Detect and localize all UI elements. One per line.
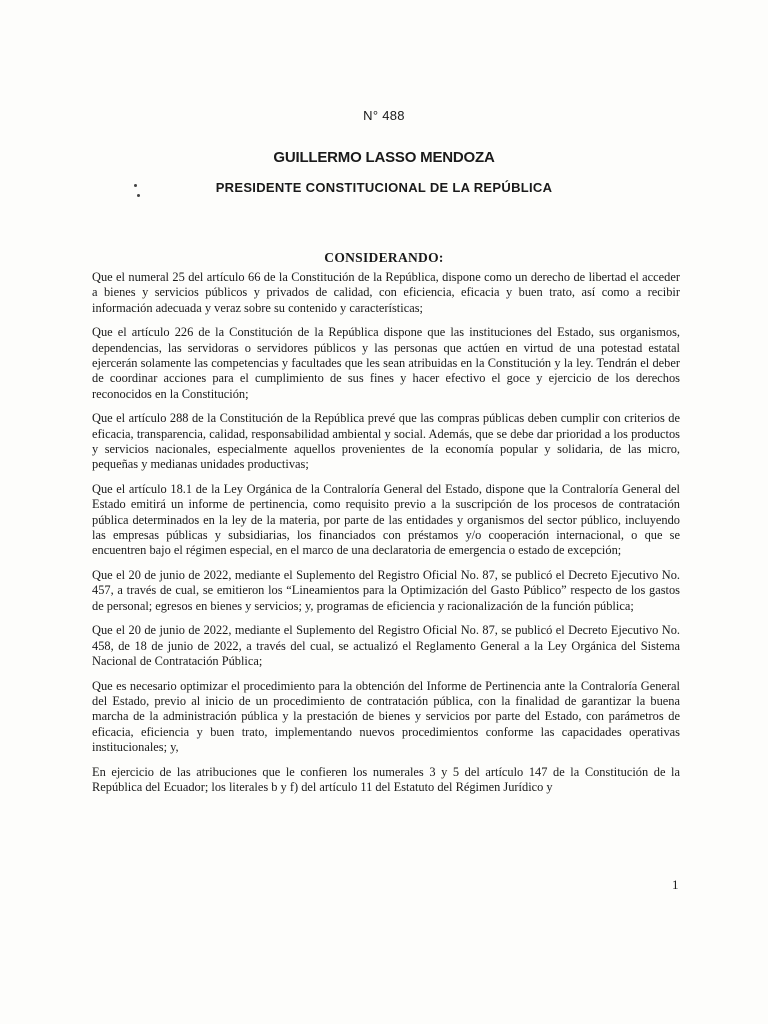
considerando-heading: CONSIDERANDO: xyxy=(324,250,444,265)
president-title: PRESIDENTE CONSTITUCIONAL DE LA REPÚBLICA xyxy=(215,180,553,195)
paragraph: Que el artículo 18.1 de la Ley Orgánica de la Contraloría General del Estado, dispone que la Contraloría General del Estado emitirá un informe de pertinencia, como requisito previo a la suscripción de los procesos de contratación pública determinados en la ley de la materia, por parte de las entidades y organismos del sector público, incluyendo las empresas públicas y subsidiarias, los financiados con préstamos y/o cooperación internacional, o que se encuentren bajo el régimen especial, en el marco de una declaratoria de emergencia o estado de excepción; xyxy=(92,482,680,558)
paragraph: Que el artículo 288 de la Constitución de la República prevé que las compras públicas deben cumplir con criterios de eficacia, transparencia, calidad, responsabilidad ambiental y social. Además, que se debe dar prioridad a los productos y servicios nacionales, especialmente aquellos provenientes de la economía popular y solidaria, de las micro, pequeñas y medianas unidades productivas; xyxy=(92,411,680,472)
paragraph: Que el 20 de junio de 2022, mediante el Suplemento del Registro Oficial No. 87, se publicó el Decreto Ejecutivo No. 458, de 18 de junio de 2022, a través del cual, se actualizó el Reglamento General a la Ley Orgánica del Sistema Nacional de Contratación Pública; xyxy=(92,623,680,669)
page-number: 1 xyxy=(672,877,679,892)
decree-number: N° 488 xyxy=(363,108,405,123)
paragraph: Que es necesario optimizar el procedimiento para la obtención del Informe de Pertinencia ante la Contraloría General del Estado, previo al inicio de un procedimiento de contratación pública, con la finalidad de garantizar la buena marcha de la administración pública y la prestación de bienes y servicios por parte del Estado, con parámetros de eficacia, eficiencia y buen trato, implementando nuevos procedimientos conforme las capacidades operativas institucionales; y, xyxy=(92,678,680,755)
paragraph: En ejercicio de las atribuciones que le confieren los numerales 3 y 5 del artículo 147 de la Constitución de la República del Ecuador; los literales b y f) del artículo 11 del Estatuto del Régimen Jurídico y xyxy=(92,764,680,795)
paragraph: Que el 20 de junio de 2022, mediante el Suplemento del Registro Oficial No. 87, se publicó el Decreto Ejecutivo No. 457, a través de cual, se emitieron los “Lineamientos para la Optimización del Gasto Público” respecto de los gastos de personal; egresos en bienes y servicios; y, programas de eficiencia y racionalización de la función pública; xyxy=(92,568,680,613)
document-body xyxy=(92,270,680,805)
president-name: GUILLERMO LASSO MENDOZA xyxy=(273,149,495,166)
paragraph: Que el numeral 25 del artículo 66 de la Constitución de la República, dispone como un derecho de libertad el acceder a bienes y servicios públicos y privados de calidad, con eficiencia, eficacia y buen trato, así como a recibir información adecuada y veraz sobre su contenido y características; xyxy=(92,270,680,315)
paragraph: Que el artículo 226 de la Constitución de la República dispone que las instituciones del Estado, sus organismos, dependencias, las servidoras o servidores públicos y las personas que actúen en virtud de una potestad estatal ejercerán solamente las competencias y facultades que les sean atribuidas en la Constitución y la ley. Tendrán el deber de coordinar acciones para el cumplimiento de sus fines y hacer efectivo el goce y ejercicio de los derechos reconocidos en la Constitución; xyxy=(92,325,680,401)
